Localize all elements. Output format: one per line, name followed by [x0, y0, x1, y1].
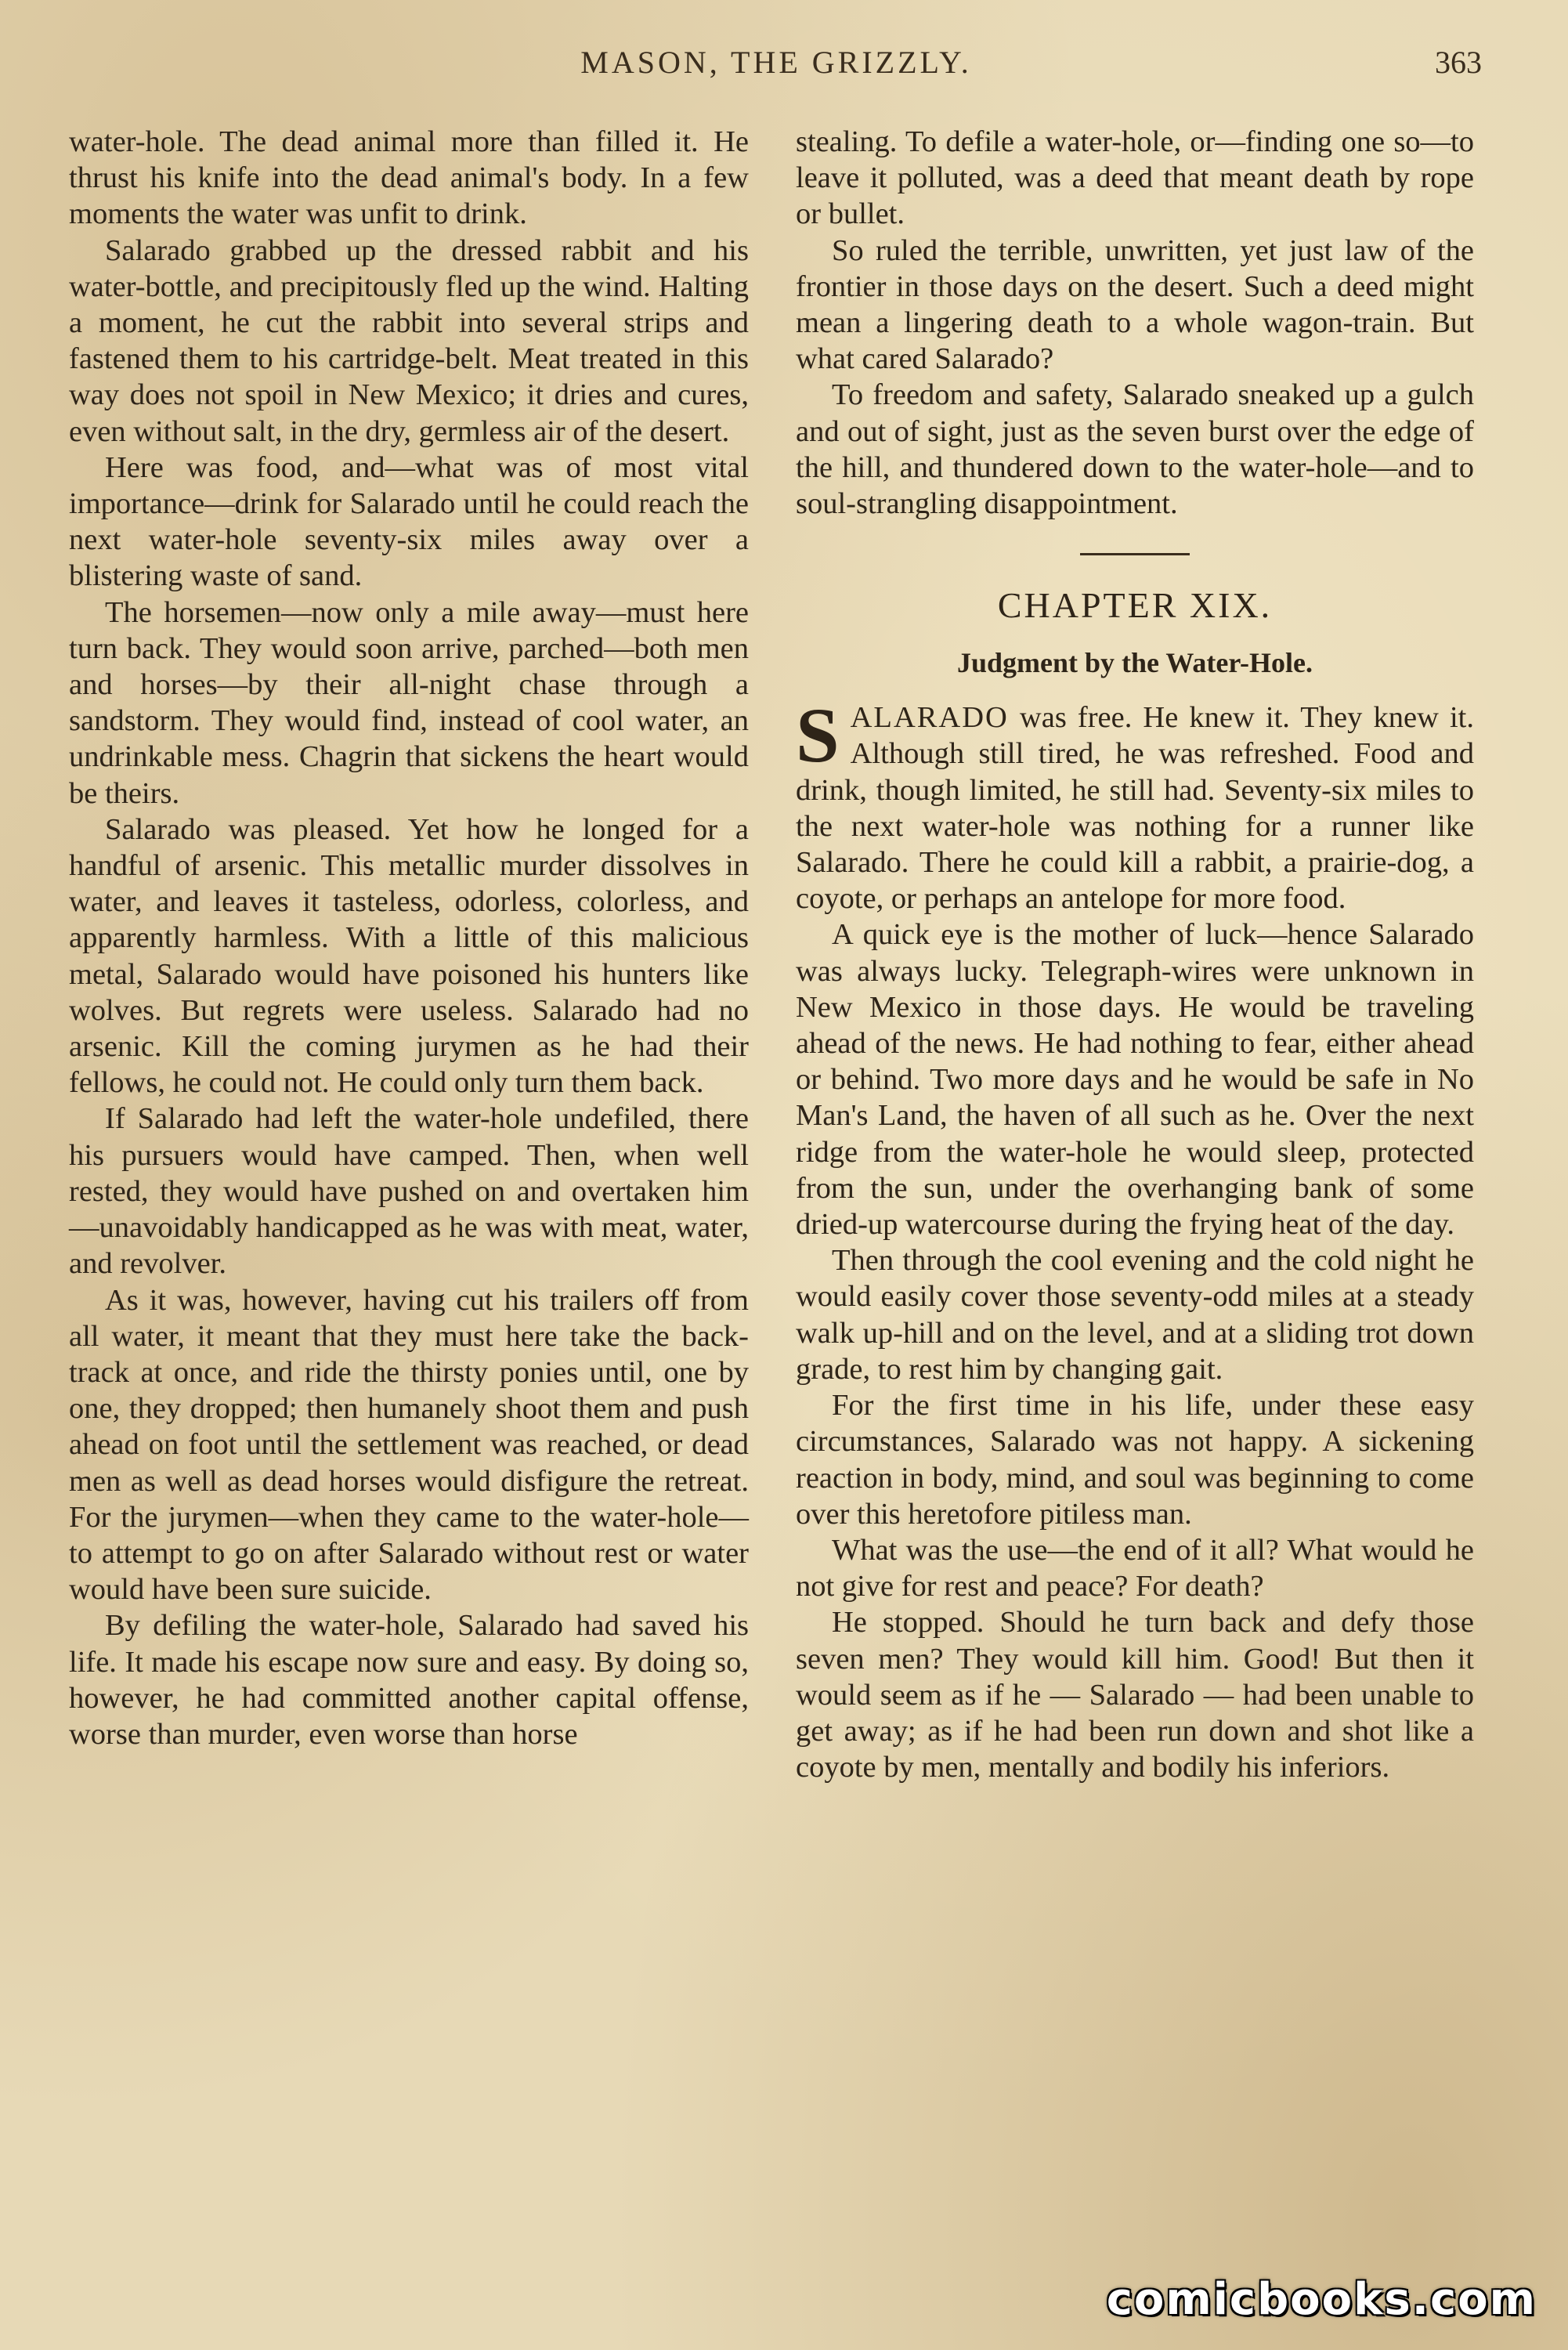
paragraph: stealing. To defile a water-hole, or—finding one so—to leave it polluted, was a deed that meant death by rope or bullet. [796, 125, 1474, 231]
paragraph: The horsemen—now only a mile away—must here turn back. They would soon arrive, parched—both men and horses—by their all-night chase through a sandstorm. They would find, instead of cool water, an undrinkable mess. Chagrin that sickens the heart would be theirs. [69, 595, 749, 810]
paragraph-text: was free. He knew it. They knew it. Although still tired, he was refreshed. Food and drink, though limited, he still had. Seventy-six miles to the next water-hole was nothing for a runner like Salarado. There he could kill a rabbit, a prairie-dog, a coyote, or perhaps an antelope for more food. [796, 701, 1474, 916]
right-column [796, 124, 1474, 1785]
paragraph: As it was, however, having cut his trailers off from all water, it meant that they must here take the back-track at once, and ride the thirsty ponies until, one by one, they dropped; then humanely shoot them and push ahead on foot until the settlement was reached, or dead men as well as dead horses would disfigure the retreat. For the jurymen—when they came to the water-hole—to attempt to go on after Salarado without rest or water would have been sure suicide. [69, 1283, 749, 1607]
paragraph: If Salarado had left the water-hole undefiled, there his pursuers would have camped. Then, when well rested, they would have pushed on and overtaken him —unavoidably handicapped as he was with meat, water, and revolver. [69, 1102, 749, 1281]
opening-word: ALARADO [850, 701, 1009, 735]
chapter-title: CHAPTER XIX. [997, 585, 1273, 626]
paragraph: Then through the cool evening and the cold night he would easily cover those seventy-odd miles at a steady walk up-hill and on the level, and at a sliding trot down grade, to rest him by changing gait. [796, 1244, 1474, 1386]
paragraph: A quick eye is the mother of luck—hence Salarado was always lucky. Telegraph-wires were unknown in New Mexico in those days. He would be traveling ahead of the news. He had nothing to fear, either ahead or behind. Two more days and he would be safe in No Man's Land, the haven of all such as he. Over the next ridge from the water-hole he would sleep, protected from the sun, under the overhanging bank of some dried-up watercourse during the frying heat of the day. [796, 918, 1474, 1242]
paragraph: For the first time in his life, under these easy circumstances, Salarado was not happy. A sickening reaction in body, mind, and soul was beginning to come over this heretofore pitiless man. [796, 1389, 1474, 1531]
paragraph: So ruled the terrible, unwritten, yet just law of the frontier in those days on the desert. Such a deed might mean a lingering death to a whole wagon-train. But what cared Salarado? [796, 233, 1474, 376]
site-watermark: comicbooks.com [1106, 2274, 1537, 2325]
chapter-first-paragraph [796, 692, 1474, 916]
paragraph: water-hole. The dead animal more than filled it. He thrust his knife into the dead animal's body. In a few moments the water was unfit to drink. [69, 125, 749, 231]
section-divider [1080, 553, 1190, 555]
page-number: 363 [1435, 45, 1482, 80]
chapter-subtitle: Judgment by the Water-Hole. [957, 647, 1313, 679]
paragraph: To freedom and safety, Salarado sneaked up a gulch and out of sight, just as the seven burst over the edge of the hill, and thundered down to the water-hole—and to soul-strangling disappointment. [796, 378, 1474, 521]
running-title: MASON, THE GRIZZLY. [580, 45, 972, 80]
running-head [70, 44, 1482, 91]
paragraph: What was the use—the end of it all? What would he not give for rest and peace? For death? [796, 1533, 1474, 1603]
left-column [69, 124, 749, 1752]
paragraph: By defiling the water-hole, Salarado had saved his life. It made his escape now sure and easy. By doing so, however, he had committed another capital offense, worse than murder, even worse than horse [69, 1609, 749, 1751]
paragraph: Salarado was pleased. Yet how he longed for a handful of arsenic. This metallic murder dissolves in water, and leaves it tasteless, odorless, colorless, and apparently harmless. With a little of this malicious metal, Salarado would have poisoned his hunters like wolves. But regrets were useless. Salarado had no arsenic. Kill the coming jurymen as he had their fellows, he could not. He could only turn them back. [69, 812, 749, 1100]
drop-cap: S [796, 692, 840, 779]
paragraph: Salarado grabbed up the dressed rabbit and his water-bottle, and precipitously fled up the wind. Halting a moment, he cut the rabbit into several strips and fastened them to his cartridge-belt. Meat treated in this way does not spoil in New Mexico; it dries and cures, even without salt, in the dry, germless air of the desert. [69, 233, 749, 448]
paragraph: Here was food, and—what was of most vital importance—drink for Salarado until he could reach the next water-hole seventy-six miles away over a blistering waste of sand. [69, 450, 749, 593]
paragraph: He stopped. Should he turn back and defy those seven men? They would kill him. Good! But then it would seem as if he — Salarado — had been unable to get away; as if he had been run down and shot like a coyote by men, mentally and bodily his inferiors. [796, 1606, 1474, 1784]
